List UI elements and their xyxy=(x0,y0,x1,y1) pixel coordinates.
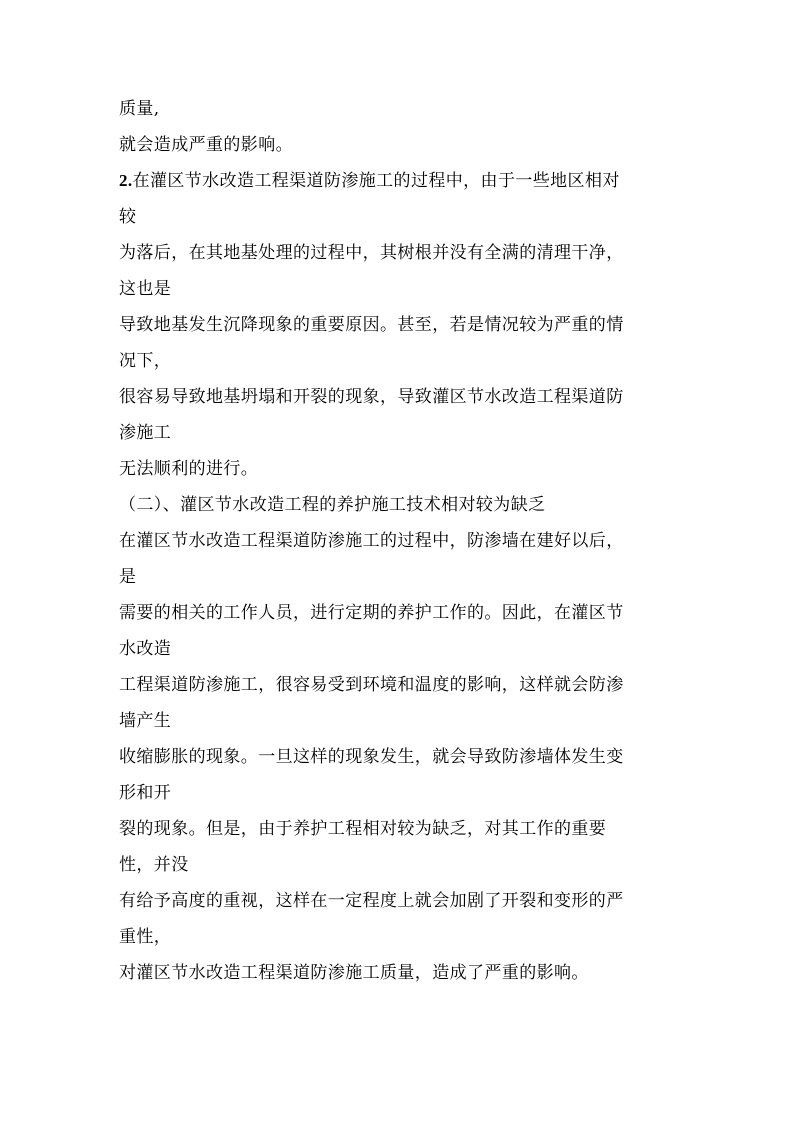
text-line: 重性， xyxy=(119,927,172,947)
text-line: 导致地基发生沉降现象的重要原因。甚至，若是情况较为严重的情 xyxy=(119,315,624,335)
text-line: 收缩膨胀的现象。一旦这样的现象发生，就会导致防渗墙体发生变 xyxy=(119,747,624,767)
text-line: 墙产生 xyxy=(119,711,172,731)
text-line: 为落后，在其地基处理的过程中，其树根并没有全满的清理干净， xyxy=(119,243,624,263)
text-line: 就会造成严重的影响。 xyxy=(119,135,293,155)
text-line: 渗施工 xyxy=(119,423,172,443)
section-heading: （二）、灌区节水改造工程的养护施工技术相对较为缺乏 xyxy=(119,495,546,515)
text-line: 质量, xyxy=(119,99,160,119)
text-line: 是 xyxy=(119,567,137,587)
text-line: 在灌区节水改造工程渠道防渗施工的过程中，由于一些地区相对 xyxy=(132,171,620,191)
text-line: 无法顺利的进行。 xyxy=(119,459,259,479)
text-line: 有给予高度的重视，这样在一定程度上就会加剧了开裂和变形的严 xyxy=(119,891,624,911)
text-line: 工程渠道防渗施工，很容易受到环境和温度的影响，这样就会防渗 xyxy=(119,675,624,695)
text-line: 裂的现象。但是，由于养护工程相对较为缺乏，对其工作的重要 xyxy=(119,819,607,839)
text-line: 较 xyxy=(119,207,137,227)
text-line: 很容易导致地基坍塌和开裂的现象，导致灌区节水改造工程渠道防 xyxy=(119,387,624,407)
text-line: 这也是 xyxy=(119,279,172,299)
numbered-line xyxy=(119,170,620,192)
text-line: 形和开 xyxy=(119,783,172,803)
text-line: 需要的相关的工作人员，进行定期的养护工作的。因此，在灌区节 xyxy=(119,603,624,623)
text-line: 水改造 xyxy=(119,639,172,659)
text-line: 对灌区节水改造工程渠道防渗施工质量，造成了严重的影响。 xyxy=(119,963,589,983)
item-number: 2. xyxy=(119,171,133,190)
text-line: 在灌区节水改造工程渠道防渗施工的过程中，防渗墙在建好以后， xyxy=(119,531,624,551)
text-line: 性，并没 xyxy=(119,855,189,875)
text-line: 况下， xyxy=(119,351,172,371)
